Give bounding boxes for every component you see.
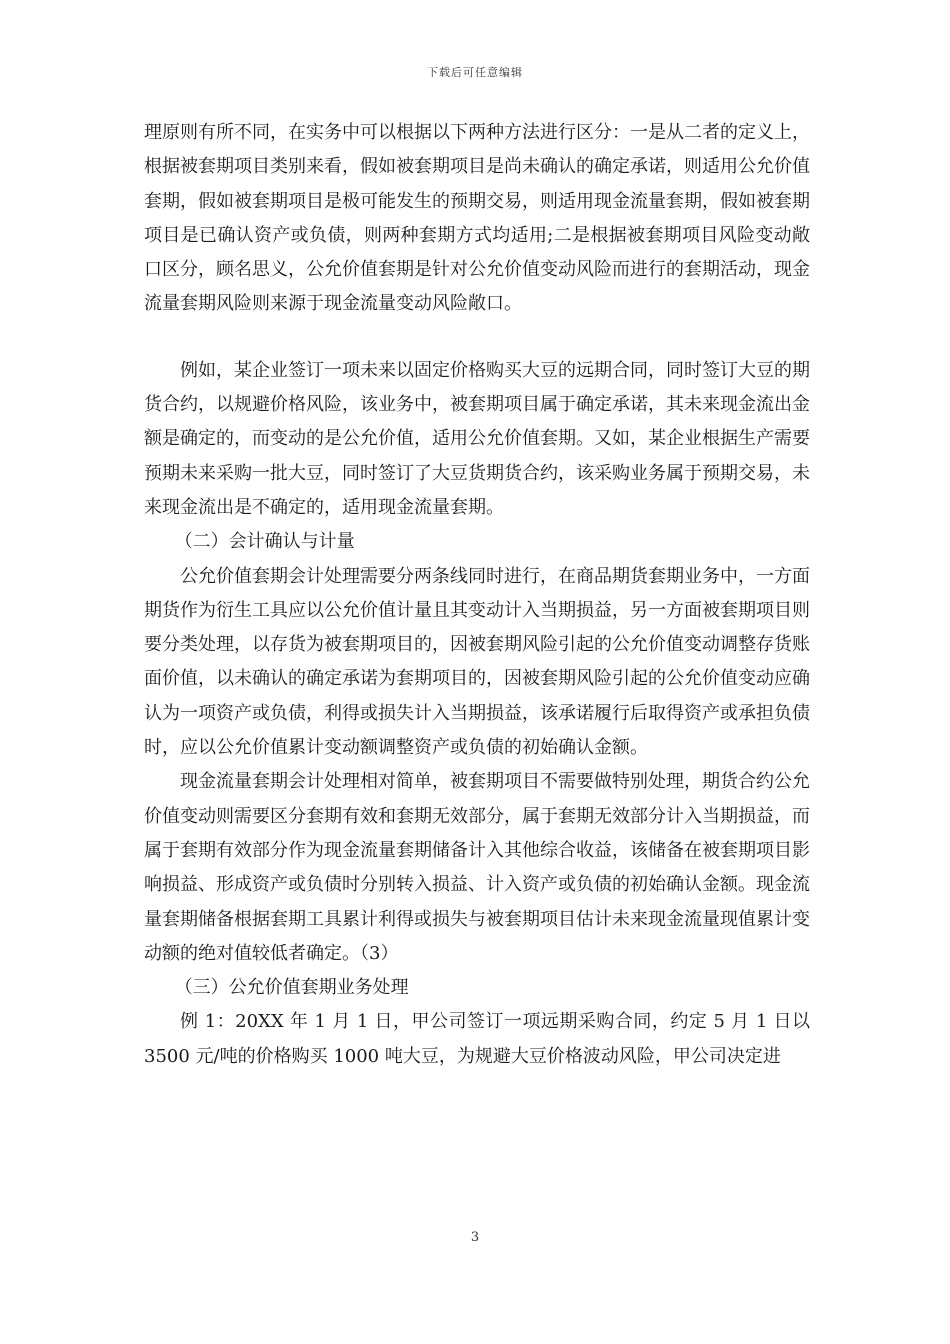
section-heading-recognition: （二）会计确认与计量: [174, 531, 355, 553]
paragraph-example-1: 例 1：20XX 年 1 月 1 日，甲公司签订一项远期采购合同，约定 5 月 1 日以 3500 元/吨的价格购买 1000 吨大豆，为规避大豆价格波动风险，甲公司决定进: [144, 1011, 810, 1067]
paragraph-example-soybean: 例如，某企业签订一项未来以固定价格购买大豆的远期合同，同时签订大豆的期货合约，以规避价格风险，该业务中，被套期项目属于确定承诺，其未来现金流出金额是确定的，而变动的是公允价值，适用公允价值套期。又如，某企业根据生产需要预期未来采购一批大豆，同时签订了大豆货期货合约，该采购业务属于预期交易，未来现金流出是不确定的，适用现金流量套期。: [144, 359, 810, 518]
paragraph-cash-flow-accounting: 现金流量套期会计处理相对简单，被套期项目不需要做特别处理，期货合约公允价值变动则需要区分套期有效和套期无效部分，属于套期无效部分计入当期损益，而属于套期有效部分作为现金流量套期储备计入其他综合收益，该储备在被套期项目影响损益、形成资产或负债时分别转入损益、计入资产或负债的初始确认金额。现金流量套期储备根据套期工具累计利得或损失与被套期项目估计未来现金流量现值累计变动额的绝对值较低者确定。（3）: [144, 771, 810, 964]
paragraph-fair-value-accounting: 公允价值套期会计处理需要分两条线同时进行，在商品期货套期业务中，一方面期货作为衍生工具应以公允价值计量且其变动计入当期损益，另一方面被套期项目则要分类处理，以存货为被套期项目的，因被套期风险引起的公允价值变动调整存货账面价值，以未确认的确定承诺为套期项目的，因被套期风险引起的公允价值变动应确认为一项资产或负债，利得或损失计入当期损益，该承诺履行后取得资产或承担负债时，应以公允价值累计变动额调整资产或负债的初始确认金额。: [144, 565, 810, 759]
paragraph-hedge-distinction: 理原则有所不同，在实务中可以根据以下两种方法进行区分：一是从二者的定义上，根据被套期项目类别来看，假如被套期项目是尚未确认的确定承诺，则适用公允价值套期，假如被套期项目是极可能发生的预期交易，则适用现金流量套期，假如被套期项目是已确认资产或负债，则两种套期方式均适用;二是根据被套期项目风险变动敞口区分，顾名思义，公允价值套期是针对公允价值变动风险而进行的套期活动，现金流量套期风险则来源于现金流量变动风险敞口。: [144, 122, 810, 315]
page-number: 3: [470, 1230, 480, 1245]
page-header: 下载后可任意编辑: [427, 66, 523, 79]
document-body: [144, 116, 810, 1074]
section-heading-fair-value-processing: （三）公允价值套期业务处理: [174, 977, 409, 999]
